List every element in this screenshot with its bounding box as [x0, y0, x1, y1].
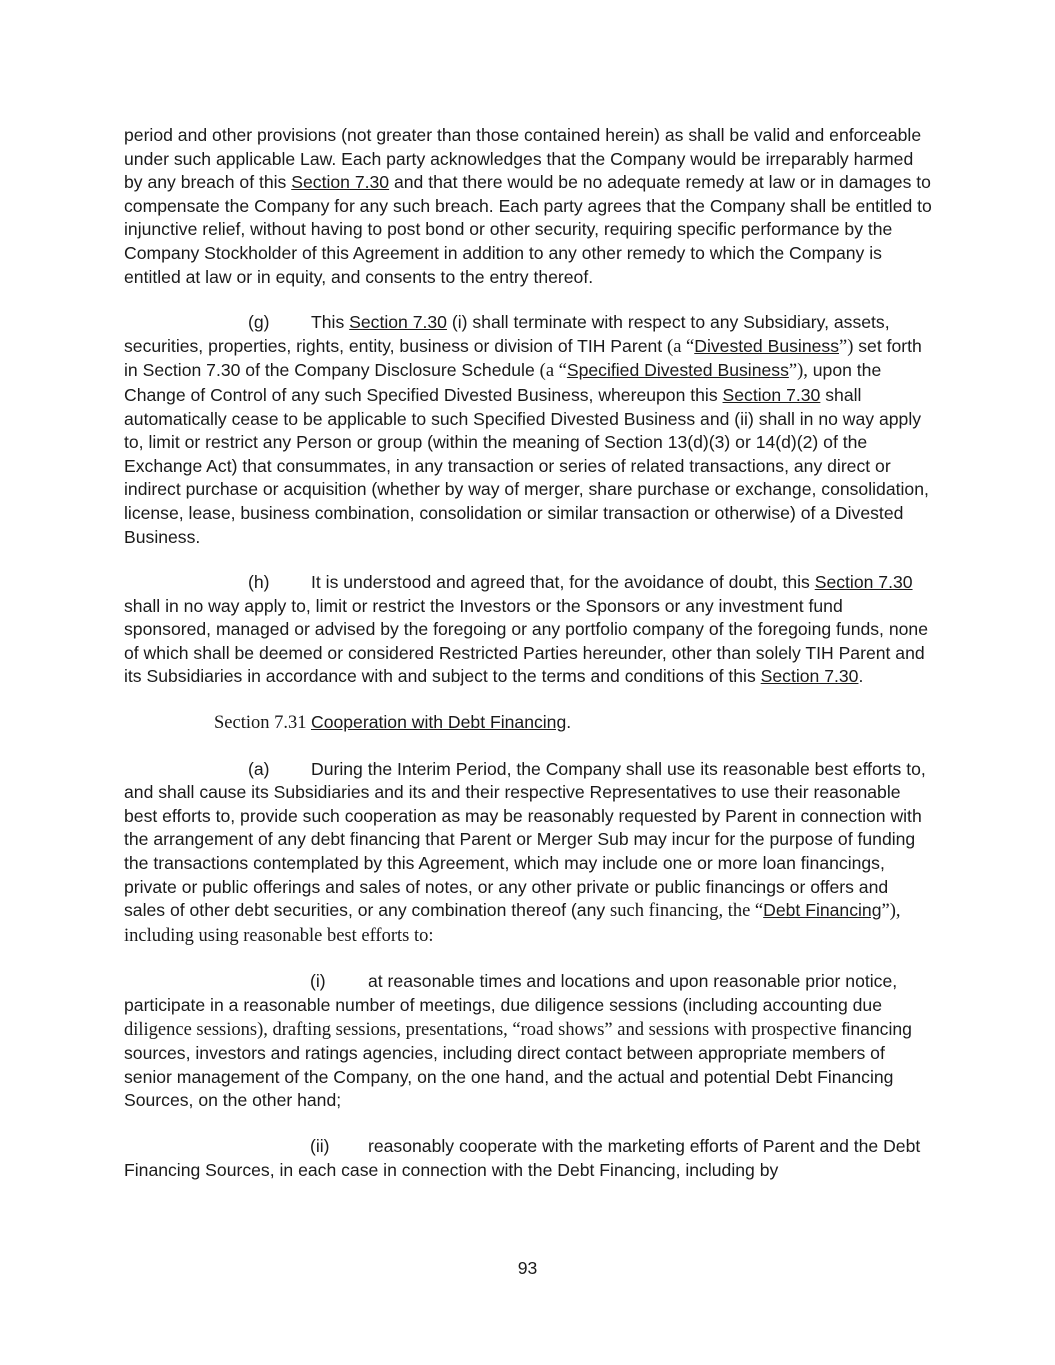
section-reference: Section 7.30 — [722, 384, 821, 405]
clause-label: (h) — [248, 572, 270, 593]
clause-label: (ii) — [310, 1135, 330, 1156]
page-number: 93 — [517, 1258, 538, 1278]
defined-term: Specified Divested Business — [566, 360, 789, 381]
defined-term: Debt Financing — [763, 900, 882, 921]
paragraph-i: (i) at reasonable times and locations and upon reasonable prior notice, participate in a reasonable number of meetings, due diligence sessions (including accounting due diligence sessions), drafting sessions, presentations, “road shows” and sessions with prospective financing sources, investors and ratings agencies, including direct contact between appropriate members of senior management of the Company, on the one hand, and the actual and potential Debt Financing Sources, on the other hand; — [124, 971, 912, 1111]
clause-label: (i) — [310, 971, 326, 992]
section-number: Section 7.31 — [214, 713, 307, 734]
section-reference: Section 7.30 — [291, 172, 390, 193]
section-title: Cooperation with Debt Financing — [311, 712, 567, 733]
section-reference: Section 7.30 — [814, 572, 913, 593]
section-reference: Section 7.30 — [760, 666, 859, 687]
paragraph-g: (g) This Section 7.30 (i) shall terminate with respect to any Subsidiary, assets, securities, properties, rights, entity, business or division of TIH Parent (a “Divested Business”) set forth in Section 7.30 of the Company Disclosure Schedule (a “Specified Divested Business”), upon the Change of Control of any such Specified Divested Business, whereupon this Section 7.30 shall automatically cease to be applicable to such Specified Divested Business and (ii) shall in no way apply to, limit or restrict any Person or group (within the meaning of Section 13(d)(3) or 14(d)(2) of the Exchange Act) that consummates, in any transaction or series of related transactions, any direct or indirect purchase or acquisition (whether by way of merger, share purchase or exchange, consolidation, license, lease, business combination, consolidation or similar transaction or otherwise) of a Divested Business. — [124, 312, 929, 547]
clause-label: (a) — [248, 758, 270, 779]
paragraph-ii: (ii) reasonably cooperate with the marketing efforts of Parent and the Debt Financing Sources, in each case in connection with the Debt Financing, including by — [124, 1135, 921, 1180]
defined-term: Divested Business — [694, 335, 839, 356]
paragraph-a: (a) During the Interim Period, the Company shall use its reasonable best efforts to, and shall cause its Subsidiaries and its and their respective Representatives to use their reasonable best efforts to, provide such cooperation as may be reasonably requested by Parent in connection with the arrangement of any debt financing that Parent or Merger Sub may incur for the purpose of funding the transactions contemplated by this Agreement, which may include one or more loan financings, private or public offerings and sales of notes, or any other private or public financings or offers and sales of other debt securities, or any combination thereof (any such financing, the “Debt Financing”), including using reasonable best efforts to: — [124, 758, 926, 946]
document-page — [124, 124, 932, 1182]
section-heading: Section 7.31 Cooperation with Debt Financing. — [124, 711, 932, 736]
paragraph-h: (h) It is understood and agreed that, for the avoidance of doubt, this Section 7.30 shall in no way apply to, limit or restrict the Investors or the Sponsors or any investment fund sponsored, managed or advised by the foregoing or any portfolio company of the foregoing funds, none of which shall be deemed or considered Restricted Parties hereunder, other than solely TIH Parent and its Subsidiaries in accordance with and subject to the terms and conditions of this Section 7.30. — [124, 572, 928, 687]
clause-label: (g) — [248, 312, 270, 333]
section-reference: Section 7.30 — [349, 312, 447, 333]
paragraph-f-continued: period and other provisions (not greater than those contained herein) as shall be valid and enforceable under such applicable Law. Each party acknowledges that the Company would be irreparably harmed by any breach of this Section 7.30 and that there would be no adequate remedy at law or in damages to compensate the Company for any such breach. Each party agrees that the Company shall be entitled to injunctive relief, without having to post bond or other security, requiring specific performance by the Company Stockholder of this Agreement in addition to any other remedy to which the Company is entitled at law or in equity, and consents to the entry thereof. — [124, 125, 932, 287]
